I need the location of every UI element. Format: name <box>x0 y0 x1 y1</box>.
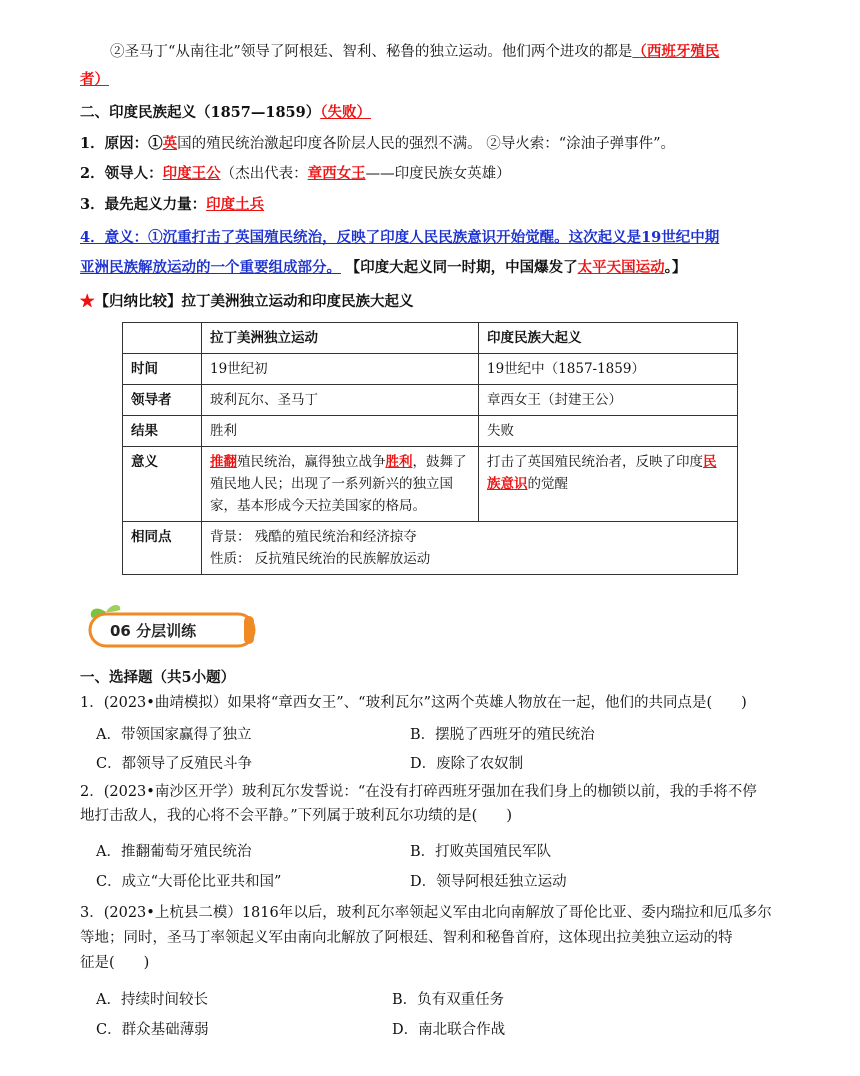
banner-title: 06 分层训练 <box>110 622 197 640</box>
text-line: 2．领导人：印度王公（杰出代表：章西女王——印度民族女英雄） <box>80 165 511 182</box>
text-line: 3．最先起义力量：印度土兵 <box>80 196 265 213</box>
answer-text: 章西女王 <box>307 165 366 182</box>
answer-text: 印度土兵 <box>206 196 265 213</box>
option-d[interactable]: D．南北联合作战 <box>392 1022 506 1038</box>
answer-text: （西班牙殖民 <box>632 43 720 60</box>
same-cell: 背景： 残酷的殖民统治和经济掠夺 性质： 反抗殖民统治的民族解放运动 <box>202 522 738 575</box>
option-b[interactable]: B．打败英国殖民军队 <box>410 844 552 860</box>
question-stem: 征是( ) <box>80 955 150 971</box>
section-heading: 二、印度民族起义（1857—1859）（失败） <box>80 104 371 121</box>
question-stem: 等地；同时，圣马丁率领起义军由南向北解放了阿根廷、智利和秘鲁首府，这体现出拉美独立运动的特 <box>80 930 733 946</box>
table-row: 结果 胜利 失败 <box>123 416 738 447</box>
option-a[interactable]: A．带领国家赢得了独立 <box>96 727 252 743</box>
option-b[interactable]: B．负有双重任务 <box>392 992 505 1008</box>
option-b[interactable]: B．摆脱了西班牙的殖民统治 <box>410 727 595 743</box>
section-heading: 一、选择题（共5小题） <box>80 669 236 686</box>
text-line: 1．原因：①英国的殖民统治激起印度各阶层人民的强烈不满。 ②导火索：“涂油子弹事件”。 <box>80 135 676 152</box>
answer-text: 英 <box>162 135 178 152</box>
table-row: 时间 19世纪初 19世纪中（1857-1859） <box>123 354 738 385</box>
table-row: 相同点 背景： 残酷的殖民统治和经济掠夺 性质： 反抗殖民统治的民族解放运动 <box>123 522 738 575</box>
question-stem: 1．(2023•曲靖模拟）如果将“章西女王”、“玻利瓦尔”这两个英雄人物放在一起，他们的共同点是( ) <box>80 695 747 711</box>
option-d[interactable]: D．领导阿根廷独立运动 <box>410 874 567 890</box>
option-a[interactable]: A．持续时间较长 <box>96 992 208 1008</box>
option-d[interactable]: D．废除了农奴制 <box>410 756 524 772</box>
text-line: ②圣马丁“从南往北”领导了阿根廷、智利、秘鲁的独立运动。他们两个进攻的都是（西班牙殖民 <box>110 43 720 60</box>
comparison-table <box>122 322 738 575</box>
option-c[interactable]: C．成立“大哥伦比亚共和国” <box>96 874 282 890</box>
star-icon: ★ <box>80 293 95 310</box>
meaning-cell: 打击了英国殖民统治者，反映了印度民族意识的觉醒 <box>479 447 738 522</box>
answer-text: 者） <box>80 71 109 88</box>
question-stem: 3．(2023•上杭县二模）1816年以后，玻利瓦尔率领起义军由北向南解放了哥伦比亚、委内瑞拉和厄瓜多尔 <box>80 905 772 921</box>
answer-text: （失败） <box>320 104 371 121</box>
answer-text: 太平天国运动 <box>577 259 665 276</box>
compare-title: ★【归纳比较】拉丁美洲独立运动和印度民族大起义 <box>80 293 414 310</box>
question-stem: 2．(2023•南沙区开学）玻利瓦尔发誓说：“在没有打碎西班牙强加在我们身上的枷锁以前，我的手将不停 <box>80 784 757 800</box>
text-line: 4．意义：①沉重打击了英国殖民统治，反映了印度人民民族意识开始觉醒。这次起义是19世纪中期 <box>80 229 720 246</box>
option-a[interactable]: A．推翻葡萄牙殖民统治 <box>96 844 252 860</box>
option-c[interactable]: C．群众基础薄弱 <box>96 1022 209 1038</box>
text-line <box>80 68 109 89</box>
table-row: 意义 推翻殖民统治，赢得独立战争胜利，鼓舞了殖民地人民；出现了一系列新兴的独立国家，基本形成今天拉美国家的格局。 打击了英国殖民统治者，反映了印度民族意识的觉醒 <box>123 447 738 522</box>
table-row: 拉丁美洲独立运动 印度民族大起义 <box>123 323 738 354</box>
meaning-cell: 推翻殖民统治，赢得独立战争胜利，鼓舞了殖民地人民；出现了一系列新兴的独立国家，基本形成今天拉美国家的格局。 <box>202 447 479 522</box>
answer-text: 印度王公 <box>162 165 221 182</box>
section-banner <box>84 598 260 650</box>
table-row: 领导者 玻利瓦尔、圣马丁 章西女王（封建王公） <box>123 385 738 416</box>
question-stem: 地打击敌人，我的心将不会平静。”下列属于玻利瓦尔功绩的是( ) <box>80 808 512 824</box>
text-line: 亚洲民族解放运动的一个重要组成部分。 【印度大起义同一时期，中国爆发了太平天国运动。】 <box>80 259 687 276</box>
option-c[interactable]: C．都领导了反殖民斗争 <box>96 756 253 772</box>
